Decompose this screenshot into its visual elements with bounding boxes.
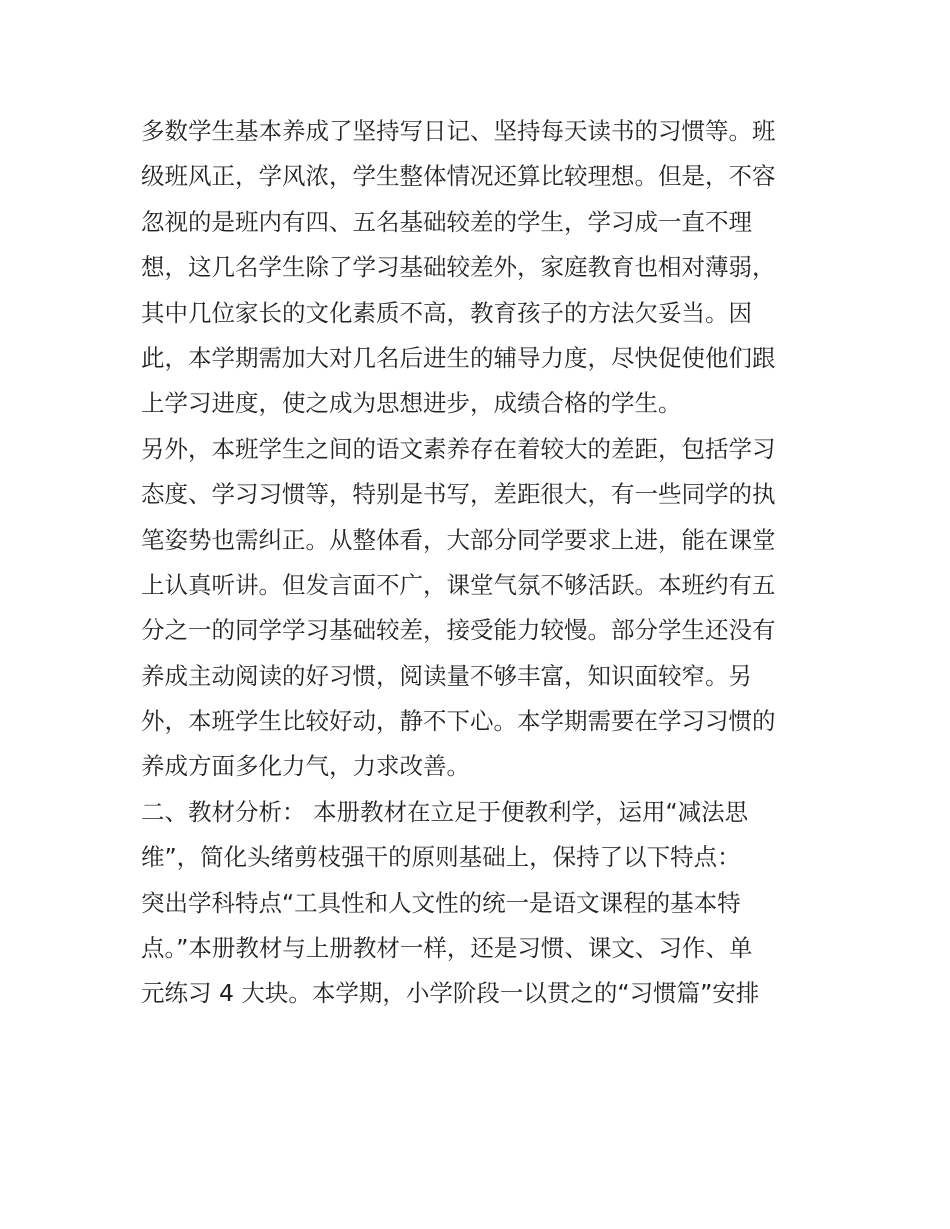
text-line: 笔姿势也需纠正。从整体看，大部分同学要求上进，能在课堂 xyxy=(141,525,776,554)
text-line: 养成方面多化力气，力求改善。 xyxy=(141,752,470,781)
text-line: 忽视的是班内有四、五名基础较差的学生，学习成一直不理 xyxy=(141,207,752,236)
text-line: 突出学科特点“工具性和人文性的统一是语文课程的基本特 xyxy=(141,888,741,917)
text-line: 维”，简化头绪剪枝强干的原则基础上，保持了以下特点： xyxy=(141,843,741,872)
text-line: 上学习进度，使之成为思想进步，成绩合格的学生。 xyxy=(141,389,682,418)
text-line: 态度、学习习惯等，特别是书写，差距很大，有一些同学的执 xyxy=(141,480,776,509)
body-text xyxy=(141,109,821,1017)
text-line: 多数学生基本养成了坚持写日记、坚持每天读书的习惯等。班 xyxy=(141,117,776,145)
text-line: 分之一的同学学习基础较差，接受能力较慢。部分学生还没有 xyxy=(141,616,776,645)
text-line: 此，本学期需加大对几名后进生的辅导力度，尽快促使他们跟 xyxy=(141,343,776,372)
text-line: 想，这几名学生除了学习基础较差外，家庭教育也相对薄弱， xyxy=(141,253,776,282)
text-line: 级班风正，学风浓，学生整体情况还算比较理想。但是，不容 xyxy=(141,162,776,191)
text-line: 点。”本册教材与上册教材一样，还是习惯、课文、习作、单 xyxy=(141,934,753,963)
text-line: 二、教材分析： 本册教材在立足于便教利学，运用“减法思 xyxy=(141,797,749,826)
text-line: 元练习 4 大块。本学期，小学阶段一以贯之的“习惯篇”安排 xyxy=(141,979,760,1008)
text-line: 外，本班学生比较好动，静不下心。本学期需要在学习习惯的 xyxy=(141,707,776,736)
text-line: 另外，本班学生之间的语文素养存在着较大的差距，包括学习 xyxy=(141,434,776,463)
text-line: 养成主动阅读的好习惯，阅读量不够丰富，知识面较窄。另 xyxy=(141,661,752,690)
text-line: 其中几位家长的文化素质不高，教育孩子的方法欠妥当。因 xyxy=(141,298,752,327)
text-line: 上认真听讲。但发言面不广，课堂气氛不够活跃。本班约有五 xyxy=(141,570,776,599)
